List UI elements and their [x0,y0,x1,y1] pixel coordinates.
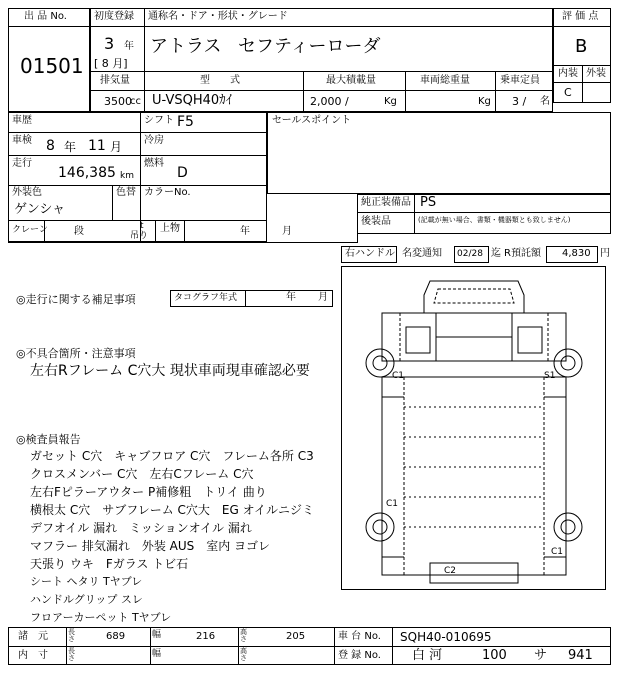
fuel-label: 燃料 [144,158,164,169]
history-label: 車歴 [12,115,32,126]
max-load-value: 2,000 / [310,95,349,108]
crane-dan: 段 [74,226,84,237]
inner-width-label: 幅 [152,649,162,659]
model-value: U-VSQH40ｶｲ [152,93,233,108]
inspector-line: 横根太 C穴 サブフレーム C穴大 EG オイルニジミ [30,503,315,517]
lot-label: 出 品 No. [24,11,67,22]
aftermarket-note: (記載が無い場合、書類・機器類とも致しません) [418,216,571,224]
rhd-label: 右ハンドル [345,248,395,259]
shogen-label: 諸 元 [18,631,48,642]
overall-grade: B [575,36,588,57]
displacement-value: 3500 [104,95,132,108]
supp-title: ◎走行に関する補足事項 [16,293,136,306]
recycle-value: 4,830 [562,248,591,259]
mileage-label: 走行 [12,158,32,169]
joso-nen: 年 [240,226,250,237]
inspector-line: デフオイル 漏れ ミッションオイル 漏れ [30,521,252,535]
exterior-label: 外装 [586,68,606,79]
lot-number: 01501 [20,54,84,78]
height-value: 205 [286,631,306,642]
inspector-line: フロアーカーペット Tヤブレ [30,611,172,624]
car-name-label: 通称名・ドア・形状・グレード [148,11,288,22]
damage-c1-rear-left: C1 [386,499,399,509]
first-reg-label: 初度登録 [94,11,134,22]
sales-point-label: セールスポイント [272,115,352,126]
crane-tsuri: 吊り [130,231,149,241]
inspector-line: マフラー 排気漏れ 外装 AUS 室内 ヨゴレ [30,539,271,553]
meihen-date: 02/28 [457,249,483,259]
height-label: 高さ [240,628,247,643]
truck-diagram [342,267,605,589]
first-reg-month: [ 8 月] [94,57,128,70]
defect-text: 左右Rフレーム C穴大 現状車両現車確認必要 [30,363,310,379]
shaken-year: 8 [46,138,55,154]
damage-c2-rear: C2 [444,566,457,576]
gross-weight-label: 車両総重量 [420,75,470,86]
defect-title: ◎不具合箇所・注意事項 [16,347,136,360]
inspector-line: シート ヘタリ Tヤブレ [30,575,143,588]
inspector-line: 天張り ウキ Fガラス トビ石 [30,557,189,571]
width-label: 幅 [152,630,162,640]
inner-length-label: 長さ [68,647,75,662]
max-load-unit: Kg [384,96,397,107]
damage-c1-rear-right: C1 [551,547,564,557]
inner-height-label: 高さ [240,647,247,662]
grade-label: 評 価 点 [562,11,599,22]
crane-t: t [140,221,144,231]
std-equipment-label: 純正装備品 [361,197,411,208]
year-unit: 年 [124,41,134,52]
inspector-line: ハンドルグリップ スレ [30,593,143,606]
mileage-value: 146,385 [58,165,116,181]
chassis-label: 車 台 No. [338,631,381,642]
model-label: 型 式 [200,75,240,86]
interior-label: 内装 [558,68,578,79]
fuel-value: D [177,165,188,181]
damage-c1-front-left: C1 [392,371,405,381]
capacity-label: 乗車定員 [500,75,540,86]
damage-s1-front-right: S1 [544,371,556,381]
plate-number: 941 [568,648,593,663]
tacho-nen: 年 [286,292,296,303]
plate-kana: サ [534,648,548,663]
interior-grade: C [564,86,572,99]
color-change-label: 色替 [116,187,136,198]
chassis-value: SQH40-010695 [400,630,492,644]
meihen-label: 名変通知 [402,248,442,259]
crane-label: クレーン [12,225,48,235]
first-reg-year: 3 [104,34,115,53]
inspector-line: ガセット C穴 キャブフロア C穴 フレーム各所 C3 [30,449,314,463]
shift-value: F5 [177,114,194,130]
inspector-line: 左右Fピラーアウター P補修粗 トリイ 曲り [30,485,267,499]
std-equipment-value: PS [420,195,437,210]
color-label: 外装色 [12,187,42,198]
capacity-unit: 名 [540,96,550,107]
shaken-label: 車検 [12,135,32,146]
width-value: 216 [196,631,216,642]
displacement-unit: cc [130,96,141,107]
shaken-month: 11 [88,138,106,154]
car-name: アトラス [150,36,222,57]
shaken-nen: 年 [64,140,77,154]
meihen-okuri: 迄 [491,248,501,259]
mileage-unit: km [120,171,134,181]
color-code-label: カラーNo. [144,187,191,198]
tacho-gatsu: 月 [318,292,328,303]
gross-weight-unit: Kg [478,96,491,107]
uchinori-label: 内 寸 [18,650,48,661]
max-load-label: 最大積載量 [326,75,376,86]
capacity-value: 3 / [512,95,527,108]
shift-label: シフト [144,115,174,126]
plate-area: 白 河 [412,648,443,663]
diagram-box [341,266,606,590]
tacho-label: タコグラフ年式 [174,293,238,303]
inspector-title: ◎検査員報告 [16,433,81,446]
color-value: ゲンシャ [14,202,66,217]
recycle-yen: 円 [600,248,610,259]
aftermarket-label: 後装品 [361,216,391,227]
length-value: 689 [106,631,126,642]
plate-class: 100 [482,648,507,663]
joso-gatsu: 月 [282,226,292,237]
car-grade: セフティーローダ [238,36,381,57]
recycle-label: R預託額 [504,248,541,259]
joso-label: 上物 [160,223,180,234]
displacement-label: 排気量 [100,75,130,86]
aircon-label: 冷房 [144,135,164,146]
plate-label: 登 録 No. [338,650,381,661]
shaken-gatsu: 月 [110,140,123,154]
length-label: 長さ [68,628,75,643]
inspector-line: クロスメンバー C穴 左右Cフレーム C穴 [30,467,254,481]
